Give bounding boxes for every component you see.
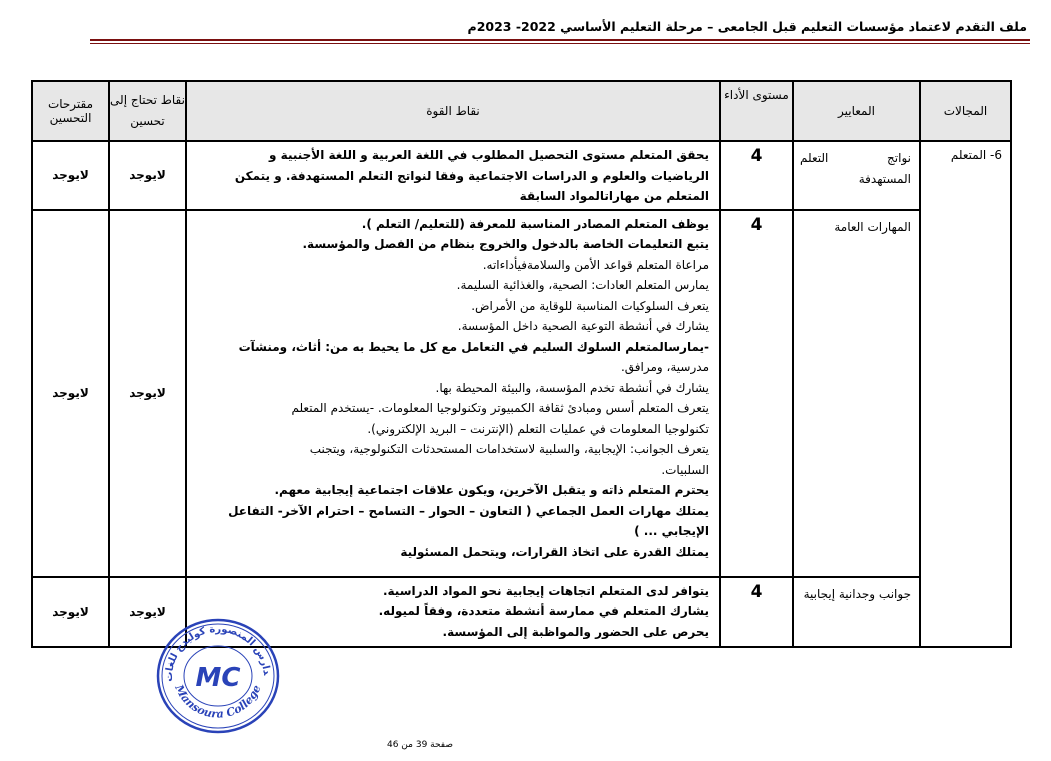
- stamp-monogram: MC: [195, 663, 241, 693]
- strength-line: يتوافر لدى المتعلم اتجاهات إيجابية نحو المواد الدراسية.: [382, 583, 709, 598]
- strength-line: تكنولوجيا المعلومات في عمليات التعلم (الإنترنت – البريد الإلكتروني).: [367, 421, 709, 436]
- strength-line: الإيجابي ... ): [634, 524, 709, 538]
- strength-line: يتعرف الجوانب: الإيجابية، والسلبية لاستخدامات المستحدثات التكنولوجية، ويتجنب: [309, 442, 709, 456]
- strength-line: يشارك في أنشطة تخدم المؤسسة، والبيئة المحيطة بها.: [435, 380, 709, 395]
- criterion-cell: المهارات العامة: [793, 210, 920, 577]
- strength-line: يمتلك مهارات العمل الجماعي ( التعاون – الحوار – التسامح – احترام الآخر- التفاعل: [228, 503, 709, 518]
- header-rule-thin: [90, 43, 1030, 44]
- strength-line: مراعاة المتعلم قواعد الأمن والسلامةفيأداءاته.: [482, 257, 709, 272]
- strength-line: يوظف المتعلم المصادر المناسبة للمعرفة (للتعليم/ التعلم ).: [361, 216, 709, 231]
- improvement-points-cell: لايوجد: [109, 210, 186, 577]
- improvement-points-cell: لايوجد: [109, 141, 186, 210]
- evaluation-table: [31, 80, 1012, 648]
- criterion-cell: نواتج التعلم المستهدفة: [793, 141, 920, 210]
- header-rule: [90, 39, 1030, 41]
- improvement-points-cell: لايوجد: [109, 577, 186, 647]
- strength-line: يشارك في أنشطة التوعية الصحية داخل المؤسسة.: [457, 319, 709, 333]
- stamp-arabic-text: دارس المنصورة كوليدج للغات: [163, 623, 272, 682]
- strength-line: يحترم المتعلم ذاته و يتقبل الآخرين، ويكون علاقات اجتماعية إيجابية معهم.: [274, 483, 709, 497]
- suggestions-cell: لايوجد: [32, 210, 109, 577]
- header-performance-level: مستوى الأداء: [720, 81, 793, 141]
- page-number: صفحة 39 من 46: [386, 740, 453, 750]
- header-criteria: المعايير: [793, 81, 920, 141]
- strength-line: يمارس المتعلم العادات: الصحية، والغذائية السليمة.: [456, 278, 709, 292]
- stamp-english-text: Mansoura College: [172, 682, 264, 721]
- strength-line: مدرسية، ومرافق.: [620, 360, 709, 374]
- table-header-row: [32, 81, 1011, 141]
- strength-line: الرياضيات والعلوم و الدراسات الاجتماعية وفقا لنواتج التعلم المستهدفة. و يتمكن: [234, 168, 709, 183]
- header-domains: المجالات: [920, 81, 1011, 141]
- strengths-cell: [186, 141, 720, 210]
- criterion-cell: جوانب وجدانية إيجابية: [793, 577, 920, 647]
- strength-line: السلبيات.: [661, 462, 709, 477]
- header-strengths: نقاط القوة: [186, 81, 720, 141]
- table-row: [32, 141, 1011, 210]
- level-cell: 4: [720, 210, 793, 577]
- strength-line: يحقق المتعلم مستوى التحصيل المطلوب في اللغة العربية و اللغة الأجنبية و: [269, 148, 709, 162]
- suggestions-cell: لايوجد: [32, 141, 109, 210]
- table-row: [32, 210, 1011, 577]
- header-improvement-points: نقاط تحتاج إلى تحسين: [109, 81, 186, 141]
- strength-line: المتعلم من مهاراتالمواد السابقة: [519, 189, 709, 203]
- level-cell: 4: [720, 141, 793, 210]
- document-header-title: ملف التقدم لاعتماد مؤسسات التعليم قبل الجامعى – مرحلة التعليم الأساسي 2022- 2023م: [467, 19, 1027, 34]
- domain-cell: 6- المتعلم: [920, 141, 1011, 647]
- strengths-cell: [186, 210, 720, 577]
- strength-line: يتعرف السلوكيات المناسبة للوقاية من الأمراض.: [471, 298, 709, 313]
- strength-line: يحرص على الحضور والمواظبة إلى المؤسسة.: [442, 624, 709, 639]
- strength-line: يتعرف المتعلم أسس ومبادئ ثقافة الكمبيوتر وتكنولوجيا المعلومات. -يستخدم المتعلم: [291, 401, 709, 415]
- header-improvement-suggestions: مقترحات التحسين: [32, 81, 109, 141]
- level-cell: 4: [720, 577, 793, 647]
- school-stamp: [150, 612, 285, 736]
- strength-line: يشارك المتعلم في ممارسة أنشطة متعددة، وفقاً لميوله.: [378, 604, 709, 618]
- suggestions-cell: لايوجد: [32, 577, 109, 647]
- strength-line: -يمارسالمتعلم السلوك السليم في التعامل مع كل ما يحيط به من: أثاث، ومنشآت: [238, 339, 709, 354]
- strength-line: يتبع التعليمات الخاصة بالدخول والخروج بنظام من الفصل والمؤسسة.: [302, 237, 709, 251]
- strength-line: يمتلك القدرة على اتخاذ القرارات، ويتحمل المسئولية: [400, 544, 709, 559]
- stamp-seal-icon: [150, 612, 285, 736]
